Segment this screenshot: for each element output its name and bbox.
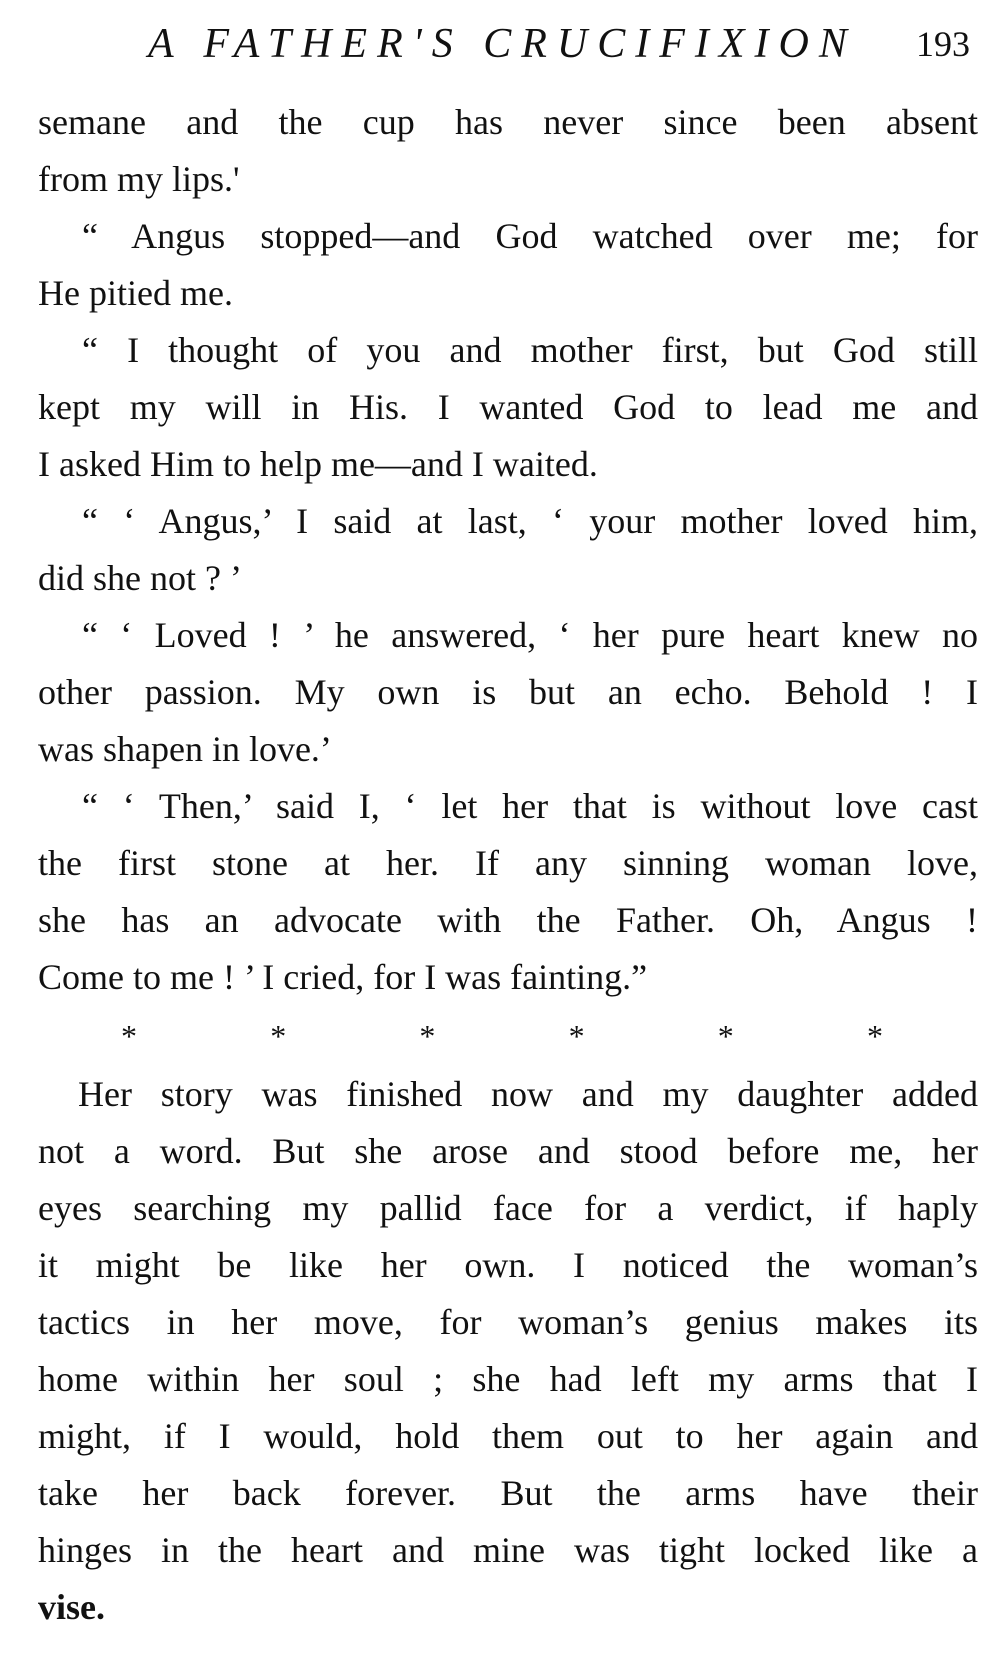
section-break: [38, 1006, 978, 1066]
text-line: vise.: [38, 1587, 105, 1627]
paragraph-1: [38, 94, 978, 208]
text-line: it might be like her own. I noticed the woman’s: [38, 1245, 978, 1285]
paragraph-4: [38, 493, 978, 607]
text-line: hinges in the heart and mine was tight locked like a: [38, 1530, 978, 1570]
text-line: “ Angus stopped—and God watched over me; for: [82, 216, 978, 256]
asterisk: *: [866, 1018, 883, 1054]
text-line: from my lips.': [38, 159, 240, 199]
text-line: “ ‘ Then,’ said I, ‘ let her that is without love cast: [82, 786, 978, 826]
text-line: tactics in her move, for woman’s genius makes its: [38, 1302, 978, 1342]
text-line: semane and the cup has never since been absent: [38, 102, 978, 142]
page-number: 193: [916, 24, 970, 64]
text-line: “ I thought of you and mother first, but God still: [82, 330, 978, 370]
text-line: did she not ? ’: [38, 558, 242, 598]
text-line: not a word. But she arose and stood before me, her: [38, 1131, 978, 1171]
running-title: A FATHER'S CRUCIFIXION: [148, 21, 857, 67]
book-page: [38, 14, 978, 1636]
text-line: the first stone at her. If any sinning woman love,: [38, 843, 978, 883]
paragraph-2: [38, 208, 978, 322]
text-line: she has an advocate with the Father. Oh, Angus !: [38, 900, 978, 940]
running-head: [38, 14, 978, 74]
asterisk: *: [419, 1018, 436, 1054]
text-line: take her back forever. But the arms have their: [38, 1473, 978, 1513]
text-line: home within her soul ; she had left my arms that I: [38, 1359, 978, 1399]
text-line: was shapen in love.’: [38, 729, 332, 769]
text-line: Come to me ! ’ I cried, for I was fainting.”: [38, 957, 648, 997]
asterisk: *: [568, 1018, 585, 1054]
paragraph-5: [38, 607, 978, 778]
asterisk: *: [121, 1018, 137, 1054]
text-line: I asked Him to help me—and I waited.: [38, 444, 598, 484]
text-line: might, if I would, hold them out to her again and: [38, 1416, 978, 1456]
text-line: eyes searching my pallid face for a verdict, if haply: [38, 1188, 978, 1228]
asterisk: *: [270, 1018, 287, 1054]
text-line: He pitied me.: [38, 273, 233, 313]
text-line: other passion. My own is but an echo. Behold ! I: [38, 672, 978, 712]
text-line: Her story was finished now and my daughter added: [78, 1074, 978, 1114]
closing-paragraph: [38, 1066, 978, 1636]
text-line: “ ‘ Angus,’ I said at last, ‘ your mother loved him,: [82, 501, 978, 541]
paragraph-6: [38, 778, 978, 1006]
asterisk: *: [717, 1018, 734, 1054]
text-line: kept my will in His. I wanted God to lead me and: [38, 387, 978, 427]
text-line: “ ‘ Loved ! ’ he answered, ‘ her pure heart knew no: [82, 615, 978, 655]
paragraph-3: [38, 322, 978, 493]
